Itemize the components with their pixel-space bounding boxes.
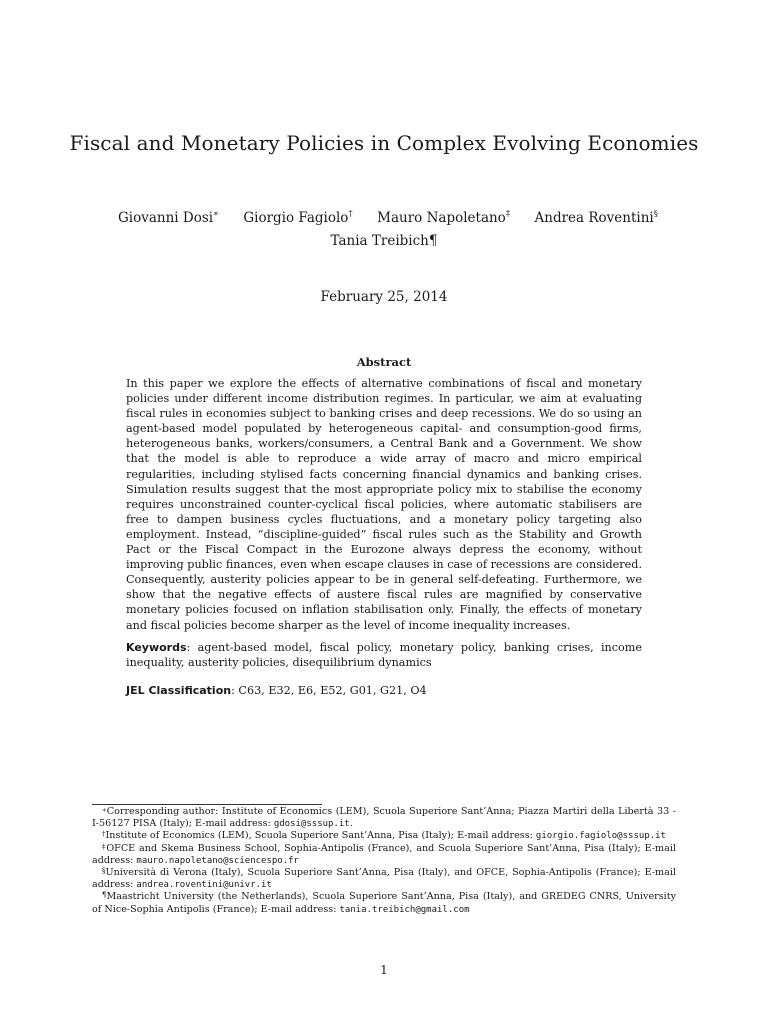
jel-classification (126, 683, 642, 698)
publication-date: February 25, 2014 (320, 289, 448, 305)
author-name: Giorgio Fagiolo† (243, 209, 353, 226)
jel-text: : C63, E32, E6, E52, G01, G21, O4 (231, 684, 427, 697)
page-number: 1 (380, 963, 388, 977)
footnote: §Università di Verona (Italy), Scuola Superiore Sant’Anna, Pisa (Italy), and OFCE, Sophia-Antipolis (France); E-mail address: andrea.roventini@univr.it (92, 867, 676, 891)
abstract-body: In this paper we explore the effects of alternative combinations of fiscal and monetary policies under different income distribution regimes. In particular, we aim at evaluating fiscal rules in economies subject to banking crises and deep recessions. We do so using an agent-based model populated by heterogeneous capital- and consumption-good firms, heterogeneous banks, workers/consumers, a Central Bank and a Government. We show that the model is able to reproduce a wide array of macro and micro empirical regularities, including stylised facts concerning financial dynamics and banking crises. Simulation results suggest that the most appropriate policy mix to stabilise the economy requires unconstrained counter-cyclical fiscal policies, where automatic stabilisers are free to dampen business cycles fluctuations, and a monetary policy targeting also employment. Instead, “discipline-guided” fiscal rules such as the Stability and Growth Pact or the Fiscal Compact in the Eurozone always depress the economy, without improving public finances, even when escape clauses in case of recessions are considered. Consequently, austerity policies appear to be in general self-defeating. Furthermore, we show that the negative effects of austere fiscal rules are magnified by conservative monetary policies focused on inflation stabilisation only. Finally, the effects of monetary and fiscal policies become sharper as the level of income inequality increases. (126, 377, 642, 632)
email-link[interactable]: tania.treibich@gmail.com (339, 904, 470, 915)
jel-label: JEL Classification (126, 684, 232, 697)
footnote: ¶Maastricht University (the Netherlands), Scuola Superiore Sant’Anna, Pisa (Italy), and GREDEG CNRS, University of Nice-Sophia Antipolis (France); E-mail address: tania.treibich@gmail.com (92, 891, 676, 915)
keywords (126, 640, 642, 670)
abstract-heading: Abstract (356, 355, 412, 369)
email-link[interactable]: giorgio.fagiolo@sssup.it (535, 831, 666, 842)
keywords-text: : agent-based model, fiscal policy, monetary policy, banking crises, income inequality, austerity policies, disequilibrium dynamics (126, 641, 642, 670)
author-name: Giovanni Dosi∗ (118, 209, 219, 226)
paper-title: Fiscal and Monetary Policies in Complex Evolving Economies (69, 131, 699, 155)
footnotes (92, 806, 676, 916)
author-name: Andrea Roventini§ (534, 209, 658, 226)
keywords-label: Keywords (126, 641, 187, 654)
email-link[interactable]: andrea.roventini@univr.it (136, 880, 272, 891)
email-link[interactable]: mauro.napoletano@sciencespo.fr (136, 855, 299, 866)
footnote-rule (92, 804, 322, 805)
author-name: Mauro Napoletano‡ (377, 209, 511, 226)
email-link[interactable]: gdosi@sssup.it (273, 819, 350, 830)
author-name: Tania Treibich¶ (330, 233, 438, 249)
footnote: ‡OFCE and Skema Business School, Sophia-Antipolis (France), and Scuola Superiore Sant’Anna, Pisa (Italy); E-mail address: mauro.napoletano@sciencespo.fr (92, 842, 676, 866)
author-list (118, 210, 658, 226)
footnote: †Institute of Economics (LEM), Scuola Superiore Sant’Anna, Pisa (Italy); E-mail address: giorgio.fagiolo@sssup.it (102, 830, 666, 842)
footnote: ∗Corresponding author: Institute of Economics (LEM), Scuola Superiore Sant’Anna; Piazza Martiri della Libertà 33 - I-56127 PISA (Italy); E-mail address: gdosi@sssup.it. (92, 806, 676, 830)
